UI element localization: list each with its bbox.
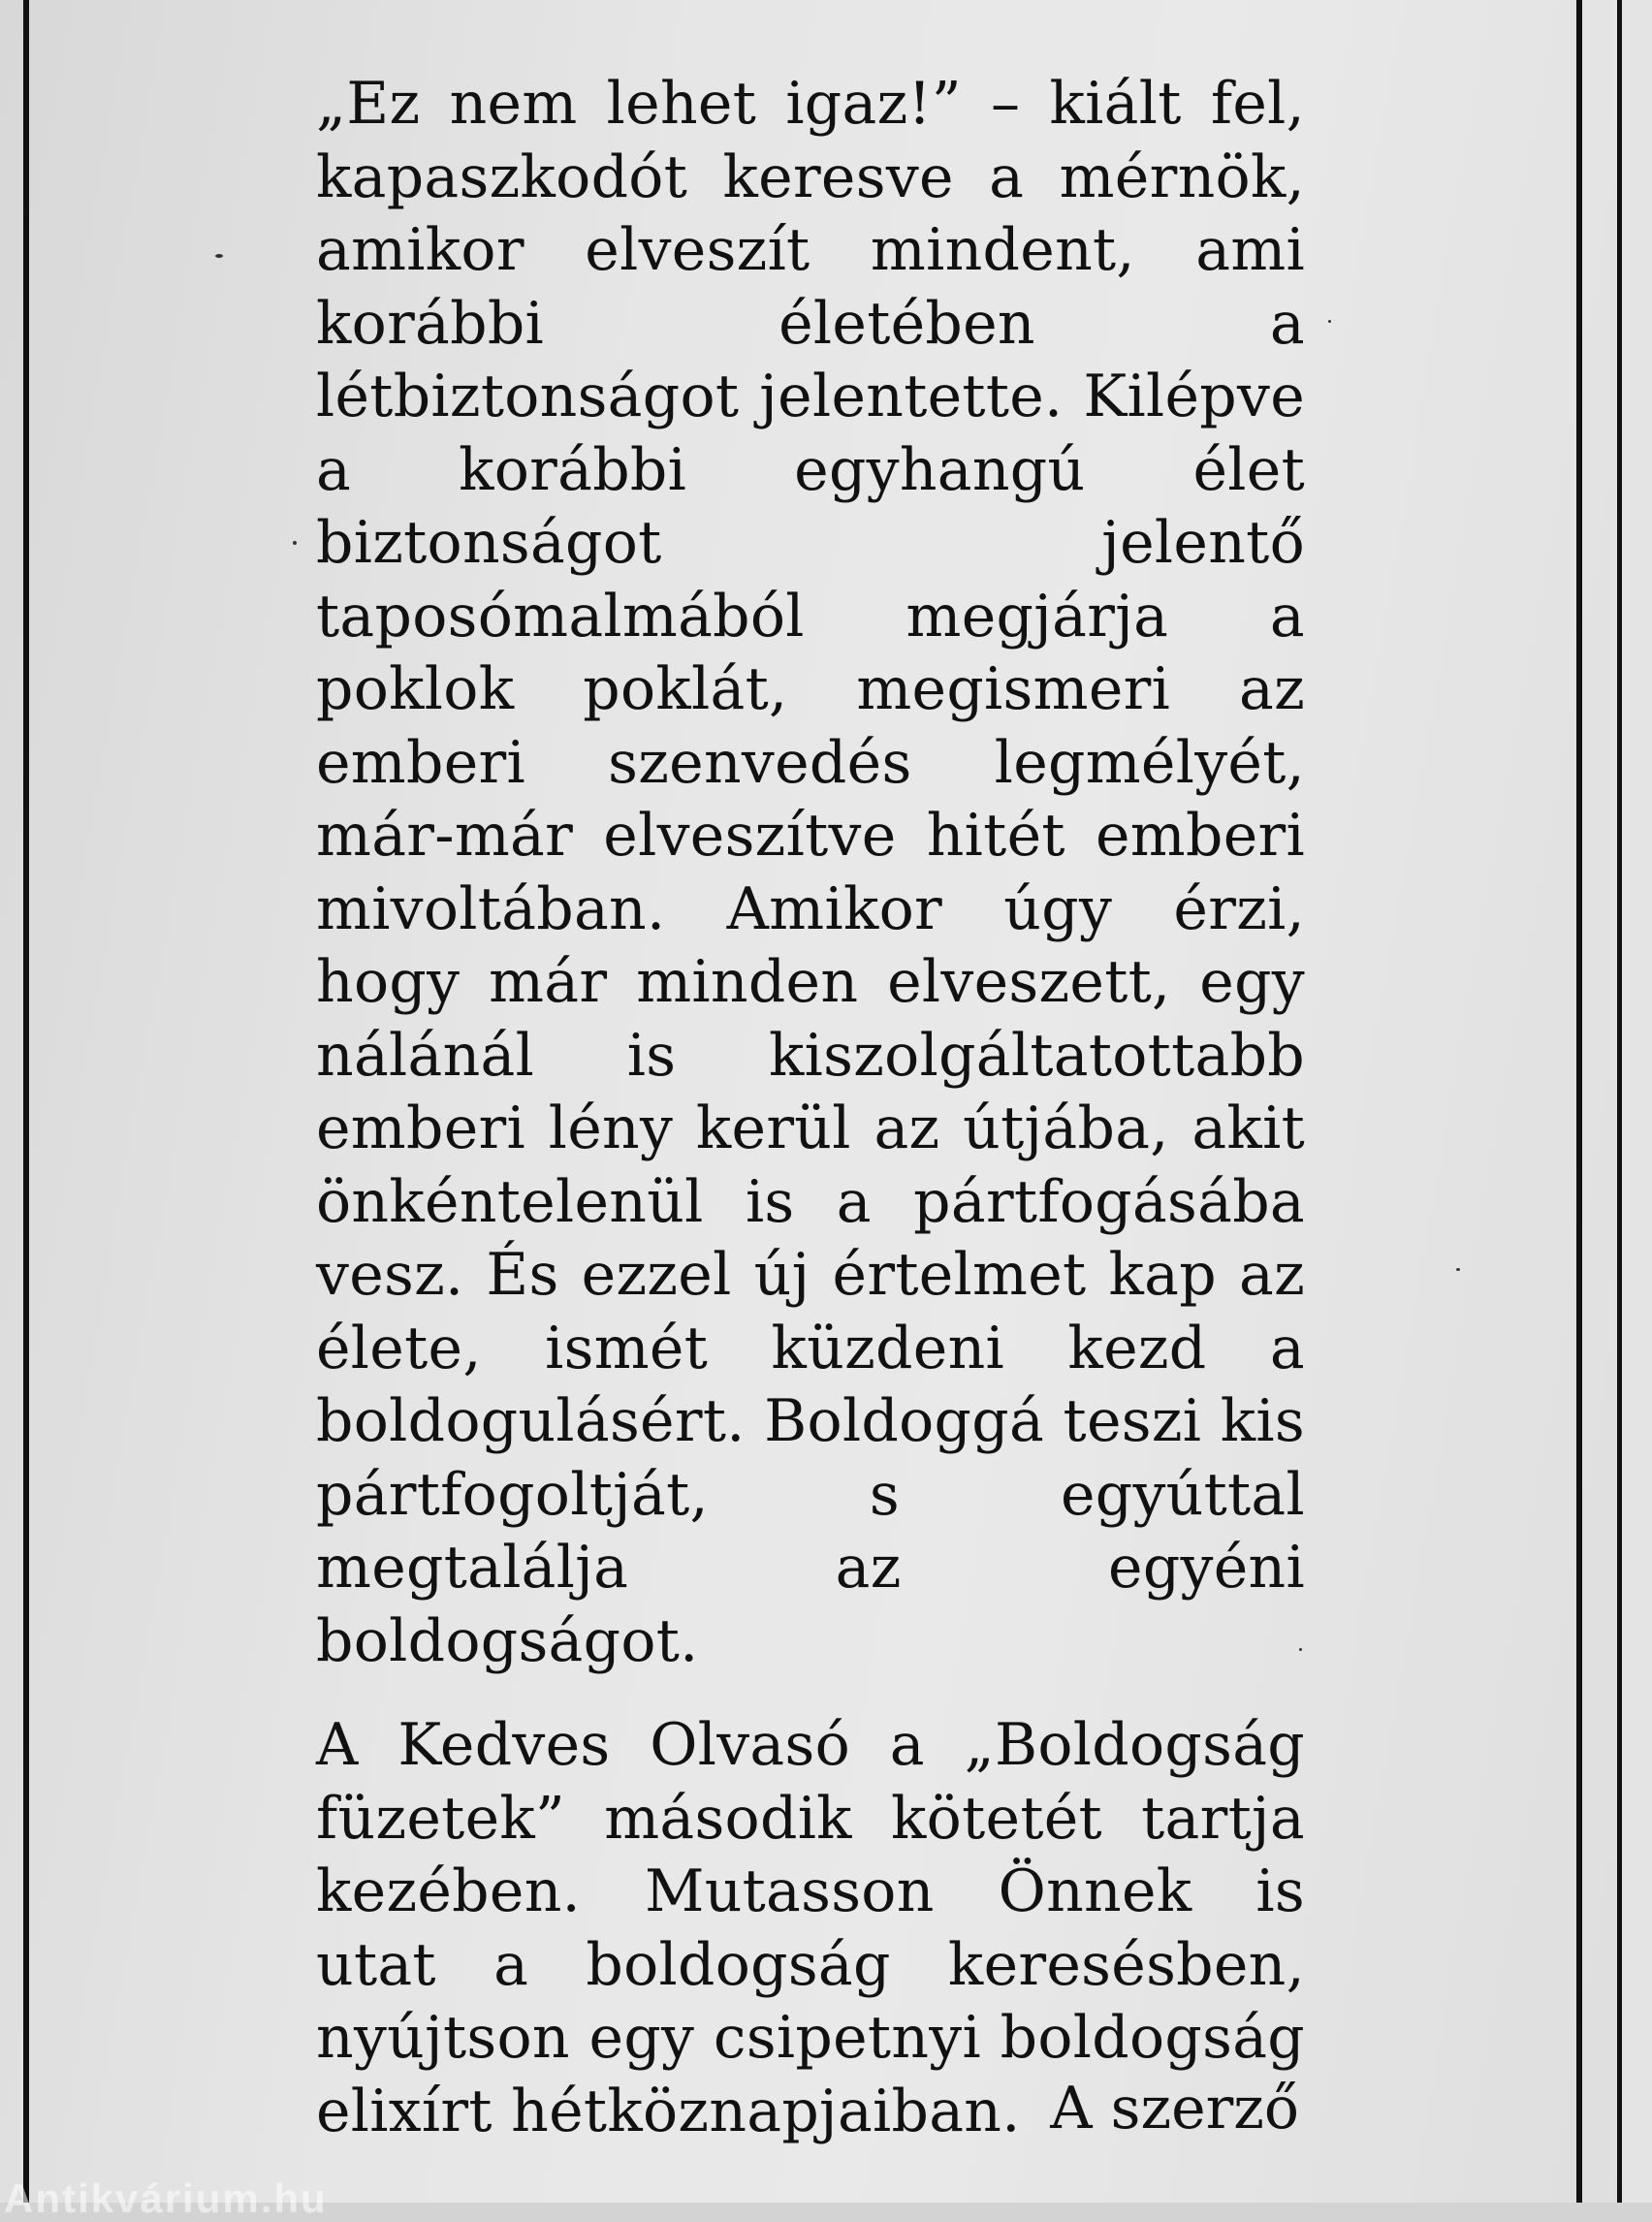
blurb-paragraph: A Kedves Olvasó a „Boldogság füzetek” második kötetét tartja kezében. Mutasson Önnek is utat a boldogság keresésben, nyújtson egy csipetnyi boldogság elixírt hétköznapjaiban.	[316, 1711, 1305, 2145]
print-speck	[1299, 1648, 1302, 1651]
right-margin-strip	[1622, 0, 1652, 2203]
left-border-rule	[23, 0, 29, 2203]
print-speck	[293, 541, 297, 545]
author-signature: A szerző	[1050, 2075, 1299, 2143]
right-border-rule-inner	[1576, 0, 1582, 2203]
print-speck	[1456, 1268, 1460, 1271]
print-speck	[1328, 320, 1331, 323]
blurb-text	[316, 68, 1305, 2148]
print-speck	[215, 254, 223, 258]
blurb-paragraph: „Ez nem lehet igaz!” – kiált fel, kapaszkodót keresve a mérnök, amikor elveszít mindent, ami korábbi életében a létbiztonságot jelentette. Kilépve a korábbi egyhangú élet biztonságot jelentő taposómalmából megjárja a poklok poklát, megismeri az emberi szenvedés legmélyét, már-már elveszítve hitét emberi mivoltában. Amikor úgy érzi, hogy már minden elveszett, egy nálánál is kiszolgáltatottabb emberi lény kerül az útjába, akit önkéntelenül is a pártfogásába vesz. És ezzel új értelmet kap az élete, ismét küzdeni kezd a boldogulásért. Boldoggá teszi kis pártfogoltját, s egyúttal megtalálja az egyéni boldogságot.	[316, 70, 1305, 1675]
watermark: Antikvárium.hu	[4, 2175, 328, 2221]
